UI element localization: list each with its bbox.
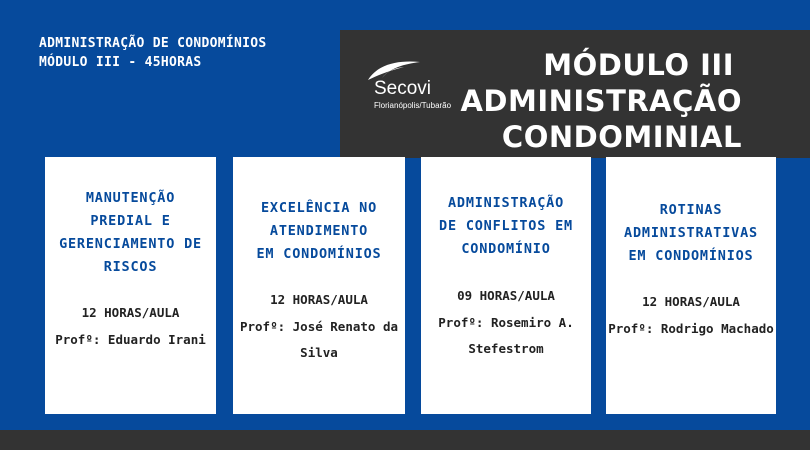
card-hours: 09 HORAS/AULA [457,288,555,303]
course-card-1 [45,157,216,414]
card-title-line: ADMINISTRAÇÃO [447,195,565,211]
card-professor [606,316,776,342]
course-module-hours: MÓDULO III - 45HORAS [39,55,202,70]
card-professor [233,314,405,366]
footer-bar [0,430,810,450]
card-professor-line: Stefestrom [468,341,544,356]
logo-subtitle: Florianópolis/Tubarão [374,101,452,110]
card-hours: 12 HORAS/AULA [642,294,740,309]
module-title [442,47,742,155]
module-title-line1: MÓDULO III [543,48,734,82]
card-professor-line: Profº: Rosemiro A. [438,315,574,330]
course-header [39,34,267,72]
card-hours: 12 HORAS/AULA [270,292,368,307]
card-title-line: CONDOMÍNIO [461,241,551,257]
card-title [421,192,591,261]
card-title-line: RISCOS [103,259,158,275]
card-title-line: PREDIAL E [90,213,171,229]
logo-brand-text: Secovi [374,78,432,99]
card-title [233,197,405,266]
module-title-line2: ADMINISTRAÇÃO [460,84,742,118]
card-title-line: EM CONDOMÍNIOS [628,248,754,264]
card-professor [45,327,216,353]
card-title-line: EM CONDOMÍNIOS [256,246,382,262]
card-title-line: ROTINAS [659,202,723,218]
course-card-4 [606,157,776,414]
card-professor-line: Profº: José Renato da [239,319,399,334]
card-professor [421,310,591,362]
card-title-line: GERENCIAMENTO DE [59,236,202,252]
card-title [606,199,776,268]
card-title-line: MANUTENÇÃO [85,190,176,206]
card-title [45,187,216,279]
card-title-line: DE CONFLITOS EM [439,218,573,234]
module-title-line3: CONDOMINIAL [501,120,742,154]
card-professor-line: Profº: Eduardo Irani [55,332,206,347]
card-title-line: EXCELÊNCIA NO [260,200,378,216]
course-card-2 [233,157,405,414]
card-hours: 12 HORAS/AULA [81,305,180,320]
card-professor-line: Silva [300,345,338,360]
card-professor-line: Profº: Rodrigo Machado [608,321,774,336]
card-title-line: ATENDIMENTO [269,223,369,239]
course-card-3 [421,157,591,414]
card-title-line: ADMINISTRATIVAS [624,225,758,241]
course-name: ADMINISTRAÇÃO DE CONDOMÍNIOS [39,36,267,51]
